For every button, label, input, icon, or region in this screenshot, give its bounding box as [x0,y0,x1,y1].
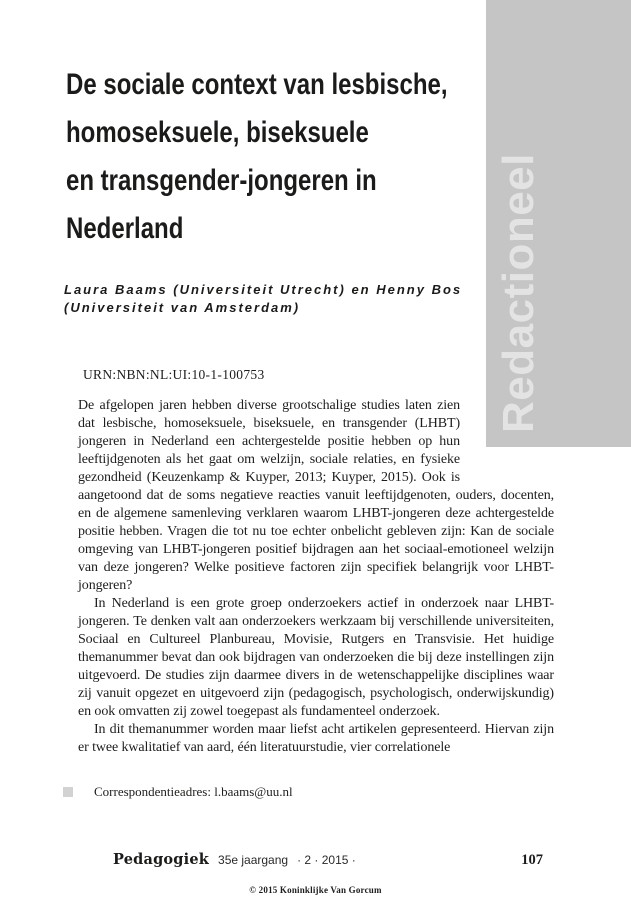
article-title-line-3: en transgender-jongeren in [66,164,377,197]
authors-line-2: (Universiteit van Amsterdam) [64,300,301,315]
journal-footer [113,851,543,869]
paragraph-3 [78,721,554,757]
paragraph-2-text: In Nederland is een grote groep onderzoekers actief in onderzoek naar LHBT-jongeren. Te denken valt aan onderzoekers werkzaam bij verschillende universiteiten, Sociaal en Cultureel Planbureau, Movisie, Rutgers en Transvisie. Het huidige themanummer bevat dan ook bijdragen van onderzoeken die bij deze instellingen zijn uitgevoerd. De studies zijn daarmee divers in de wetenschappelijke disciplines waar zij vanuit opgezet en uitgevoerd zijn (pedagogisch, psychologisch, onderwijskundig) en ook omvatten zij zowel toegepast als fundamenteel onderzoek. [78,596,554,719]
paragraph-1-text: De afgelopen jaren hebben diverse grootschalige studies laten zien dat lesbische, homoseksuele, biseksuele, en transgender (LHBT) jongeren in Nederland een achtergestelde positie hebben op hun leeftijdgenoten als het gaat om welzijn, sociale relaties, en fysieke gezondheid (Keuzenkamp & Kuyper, 2013; Kuyper, 2015). Ook is aangetoond dat de soms negatieve reacties vanuit leeftijdgenoten, ouders, docenten, en de algemene samenleving verklaren waarom LHBT-jongeren deze achtergestelde positie hebben. Vragen die tot nu toe echter onbelicht gebleven zijn: Kan de sociale omgeving van LHBT-jongeren positief bijdragen aan het sociaal-emotioneel welzijn van deze jongeren? Welke positieve factoren zijn specifiek belangrijk voor LHBT-jongeren? [78,398,554,593]
paragraph-3-text: In dit themanummer worden maar liefst acht artikelen gepresenteerd. Hiervan zijn er twee kwalitatief van aard, één literatuurstudie, vier correlationele [78,722,554,755]
page-number: 107 [521,852,543,868]
article-title-line-4: Nederland [66,212,184,245]
correspondence-address: Correspondentieadres: l.baams@uu.nl [94,784,293,799]
section-label: Redactioneel [494,153,543,433]
authors-byline [64,281,462,317]
authors-line-1: Laura Baams (Universiteit Utrecht) en Henny Bos [64,282,463,297]
copyright-notice: © 2015 Koninklijke Van Gorcum [249,885,382,895]
band-wrap-spacer [460,397,554,487]
journal-issue: · 2 · 2015 · [297,853,356,867]
journal-volume: 35e jaargang [218,853,289,867]
urn-identifier: URN:NBN:NL:UI:10-1-100753 [83,367,265,382]
journal-name: Pedagogiek [113,851,210,868]
article-title-line-2: homoseksuele, biseksuele [66,116,369,149]
paragraph-1 [78,397,554,595]
paragraph-2 [78,595,554,721]
footnote-marker-square [63,787,73,797]
article-title-line-1: De sociale context van lesbische, [66,68,448,101]
article-body [78,397,554,757]
article-title [66,61,448,253]
correspondence-footnote [63,784,293,800]
